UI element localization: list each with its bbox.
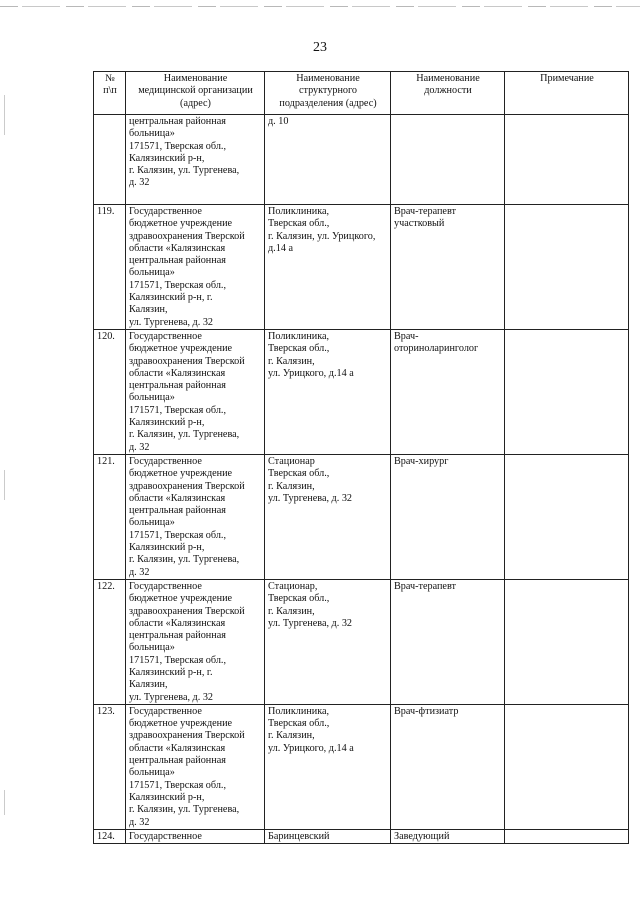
header-division: Наименование структурного подразделения (адрес) [265, 72, 391, 115]
table-row [94, 205, 629, 330]
table-header-row [94, 72, 629, 115]
row-position: Врач- оториноларинголог [391, 329, 505, 454]
positions-table [93, 71, 629, 844]
scan-edge-left [4, 790, 5, 815]
row-num: 123. [94, 704, 126, 829]
row-note [505, 579, 629, 704]
table-row [94, 704, 629, 829]
table-row [94, 115, 629, 205]
row-division: Баринцевский [265, 829, 391, 843]
row-num [94, 115, 126, 205]
row-num: 119. [94, 205, 126, 330]
row-position: Врач-фтизиатр [391, 704, 505, 829]
table-row [94, 829, 629, 843]
table-row [94, 329, 629, 454]
row-division: Поликлиника, Тверская обл., г. Калязин, ул. Урицкого, д.14 а [265, 329, 391, 454]
scan-edge-top [0, 6, 640, 7]
scan-edge-left [4, 95, 5, 135]
row-org: Государственное бюджетное учреждение здравоохранения Тверской области «Калязинская центральная районная больница» 171571, Тверская обл., Калязинский р-н, г. Калязин, ул. Тургенева, д. 32 [126, 579, 265, 704]
row-org: Государственное бюджетное учреждение здравоохранения Тверской области «Калязинская центральная районная больница» 171571, Тверская обл., Калязинский р-н, г. Калязин, ул. Тургенева, д. 32 [126, 704, 265, 829]
row-note [505, 115, 629, 205]
row-position: Врач-терапевт участковый [391, 205, 505, 330]
row-division: Поликлиника, Тверская обл., г. Калязин, ул. Урицкого, д.14 а [265, 205, 391, 330]
row-num: 120. [94, 329, 126, 454]
row-num: 124. [94, 829, 126, 843]
row-note [505, 329, 629, 454]
table-row [94, 454, 629, 579]
row-org: центральная районная больница» 171571, Тверская обл., Калязинский р-н, г. Калязин, ул. Тургенева, д. 32 [126, 115, 265, 205]
row-position: Врач-терапевт [391, 579, 505, 704]
row-org: Государственное бюджетное учреждение здравоохранения Тверской области «Калязинская центральная районная больница» 171571, Тверская обл., Калязинский р-н, г. Калязин, ул. Тургенева, д. 32 [126, 454, 265, 579]
table-row [94, 579, 629, 704]
row-division: Стационар Тверская обл., г. Калязин, ул. Тургенева, д. 32 [265, 454, 391, 579]
row-note [505, 829, 629, 843]
row-division: Стационар, Тверская обл., г. Калязин, ул. Тургенева, д. 32 [265, 579, 391, 704]
row-org: Государственное бюджетное учреждение здравоохранения Тверской области «Калязинская центральная районная больница» 171571, Тверская обл., Калязинский р-н, г. Калязин, ул. Тургенева, д. 32 [126, 329, 265, 454]
row-note [505, 205, 629, 330]
row-note [505, 454, 629, 579]
page-number: 23 [313, 40, 327, 55]
row-num: 122. [94, 579, 126, 704]
row-note [505, 704, 629, 829]
row-position [391, 115, 505, 205]
header-num: № п\п [94, 72, 126, 115]
header-note: Примечание [505, 72, 629, 115]
row-division: д. 10 [265, 115, 391, 205]
row-division: Поликлиника, Тверская обл., г. Калязин, ул. Урицкого, д.14 а [265, 704, 391, 829]
row-org: Государственное [126, 829, 265, 843]
scan-edge-left [4, 470, 5, 500]
row-position: Врач-хирург [391, 454, 505, 579]
header-org: Наименование медицинской организации (адрес) [126, 72, 265, 115]
header-position: Наименование должности [391, 72, 505, 115]
row-position: Заведующий [391, 829, 505, 843]
row-org: Государственное бюджетное учреждение здравоохранения Тверской области «Калязинская центральная районная больница» 171571, Тверская обл., Калязинский р-н, г. Калязин, ул. Тургенева, д. 32 [126, 205, 265, 330]
row-num: 121. [94, 454, 126, 579]
